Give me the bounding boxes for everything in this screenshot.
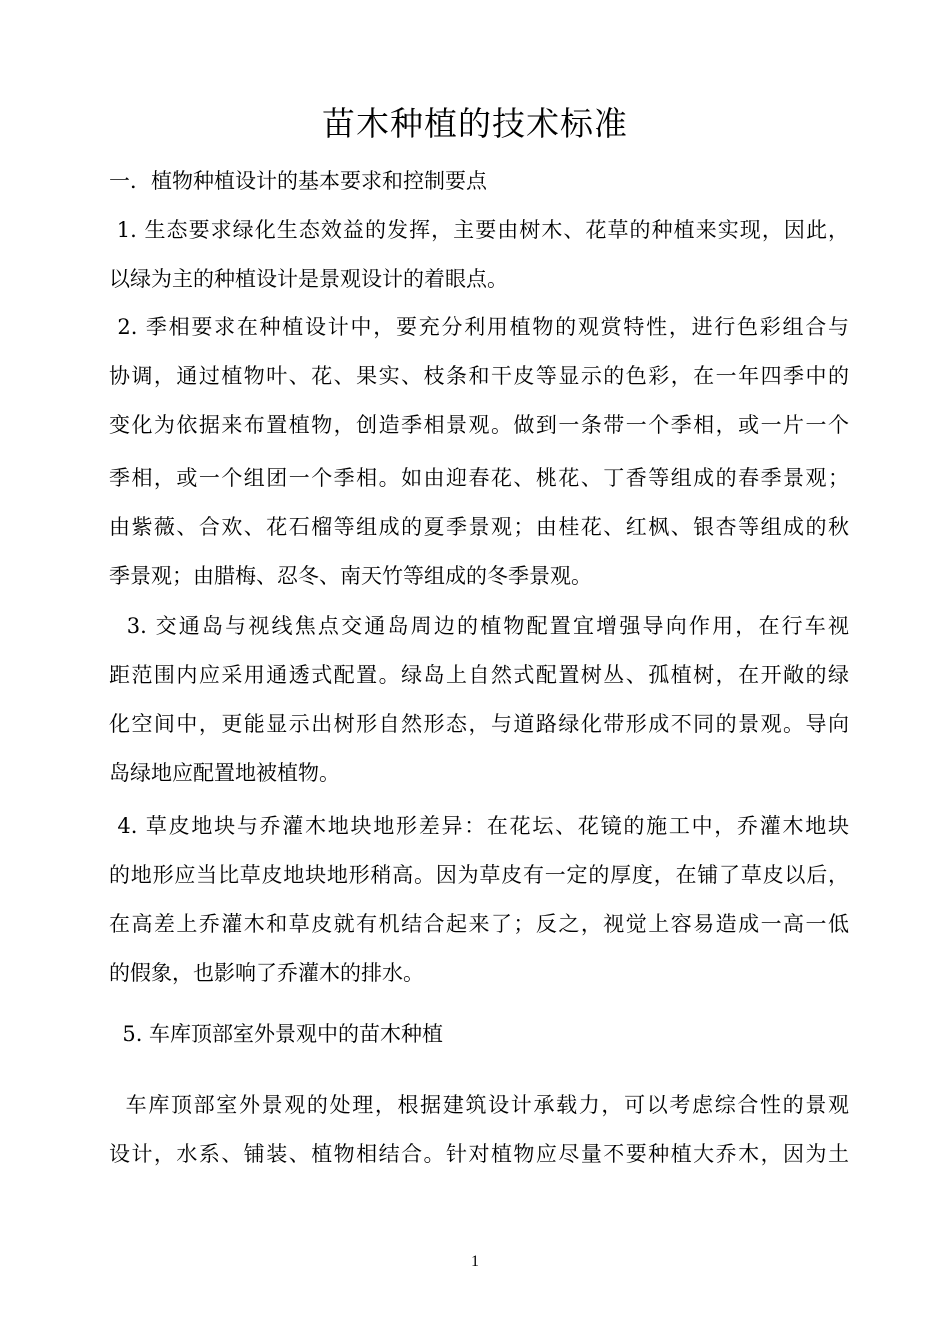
paragraph-4-line-1: 4. 草皮地块与乔灌木地块地形差异：在花坛、花镜的施工中，乔灌木地块 bbox=[109, 814, 849, 838]
paragraph-3-line-3: 化空间中，更能显示出树形自然形态，与道路绿化带形成不同的景观。导向 bbox=[109, 712, 849, 736]
paragraph-2-line-3: 变化为依据来布置植物，创造季相景观。做到一条带一个季相，或一片一个 bbox=[109, 413, 849, 437]
paragraph-4-line-2: 的地形应当比草皮地块地形稍高。因为草皮有一定的厚度，在铺了草皮以后， bbox=[109, 863, 849, 887]
paragraph-4-line-4: 的假象，也影响了乔灌木的排水。 bbox=[109, 961, 424, 985]
paragraph-2-line-4: 季相，或一个组团一个季相。如由迎春花、桃花、丁香等组成的春季景观； bbox=[109, 466, 849, 490]
paragraph-2-line-1: 2. 季相要求在种植设计中，要充分利用植物的观赏特性，进行色彩组合与 bbox=[109, 315, 849, 339]
paragraph-1-line-1: 1. 生态要求绿化生态效益的发挥，主要由树木、花草的种植来实现，因此， bbox=[109, 218, 849, 242]
paragraph-3-line-1: 3. 交通岛与视线焦点交通岛周边的植物配置宜增强导向作用，在行车视 bbox=[109, 614, 849, 638]
paragraph-2-line-6: 季景观；由腊梅、忍冬、南天竹等组成的冬季景观。 bbox=[109, 564, 592, 588]
paragraph-5-line-1: 车库顶部室外景观的处理，根据建筑设计承载力，可以考虑综合性的景观 bbox=[109, 1093, 849, 1117]
paragraph-5-line-2: 设计，水系、铺装、植物相结合。针对植物应尽量不要种植大乔木，因为土 bbox=[109, 1142, 849, 1166]
page-number: 1 bbox=[471, 1253, 479, 1270]
paragraph-2-line-2: 协调，通过植物叶、花、果实、枝条和干皮等显示的色彩，在一年四季中的 bbox=[109, 364, 849, 388]
document-title: 苗木种植的技术标准 bbox=[322, 104, 628, 143]
section-heading-5: 5. 车库顶部室外景观中的苗木种植 bbox=[109, 1022, 444, 1046]
paragraph-4-line-3: 在高差上乔灌木和草皮就有机结合起来了；反之，视觉上容易造成一高一低 bbox=[109, 912, 849, 936]
paragraph-3-line-4: 岛绿地应配置地被植物。 bbox=[109, 761, 340, 785]
paragraph-2-line-5: 由紫薇、合欢、花石榴等组成的夏季景观；由桂花、红枫、银杏等组成的秋 bbox=[109, 515, 849, 539]
section-heading-1: 一．植物种植设计的基本要求和控制要点 bbox=[109, 169, 487, 193]
paragraph-3-line-2: 距范围内应采用通透式配置。绿岛上自然式配置树丛、孤植树，在开敞的绿 bbox=[109, 663, 849, 687]
paragraph-1-line-2: 以绿为主的种植设计是景观设计的着眼点。 bbox=[109, 267, 508, 291]
